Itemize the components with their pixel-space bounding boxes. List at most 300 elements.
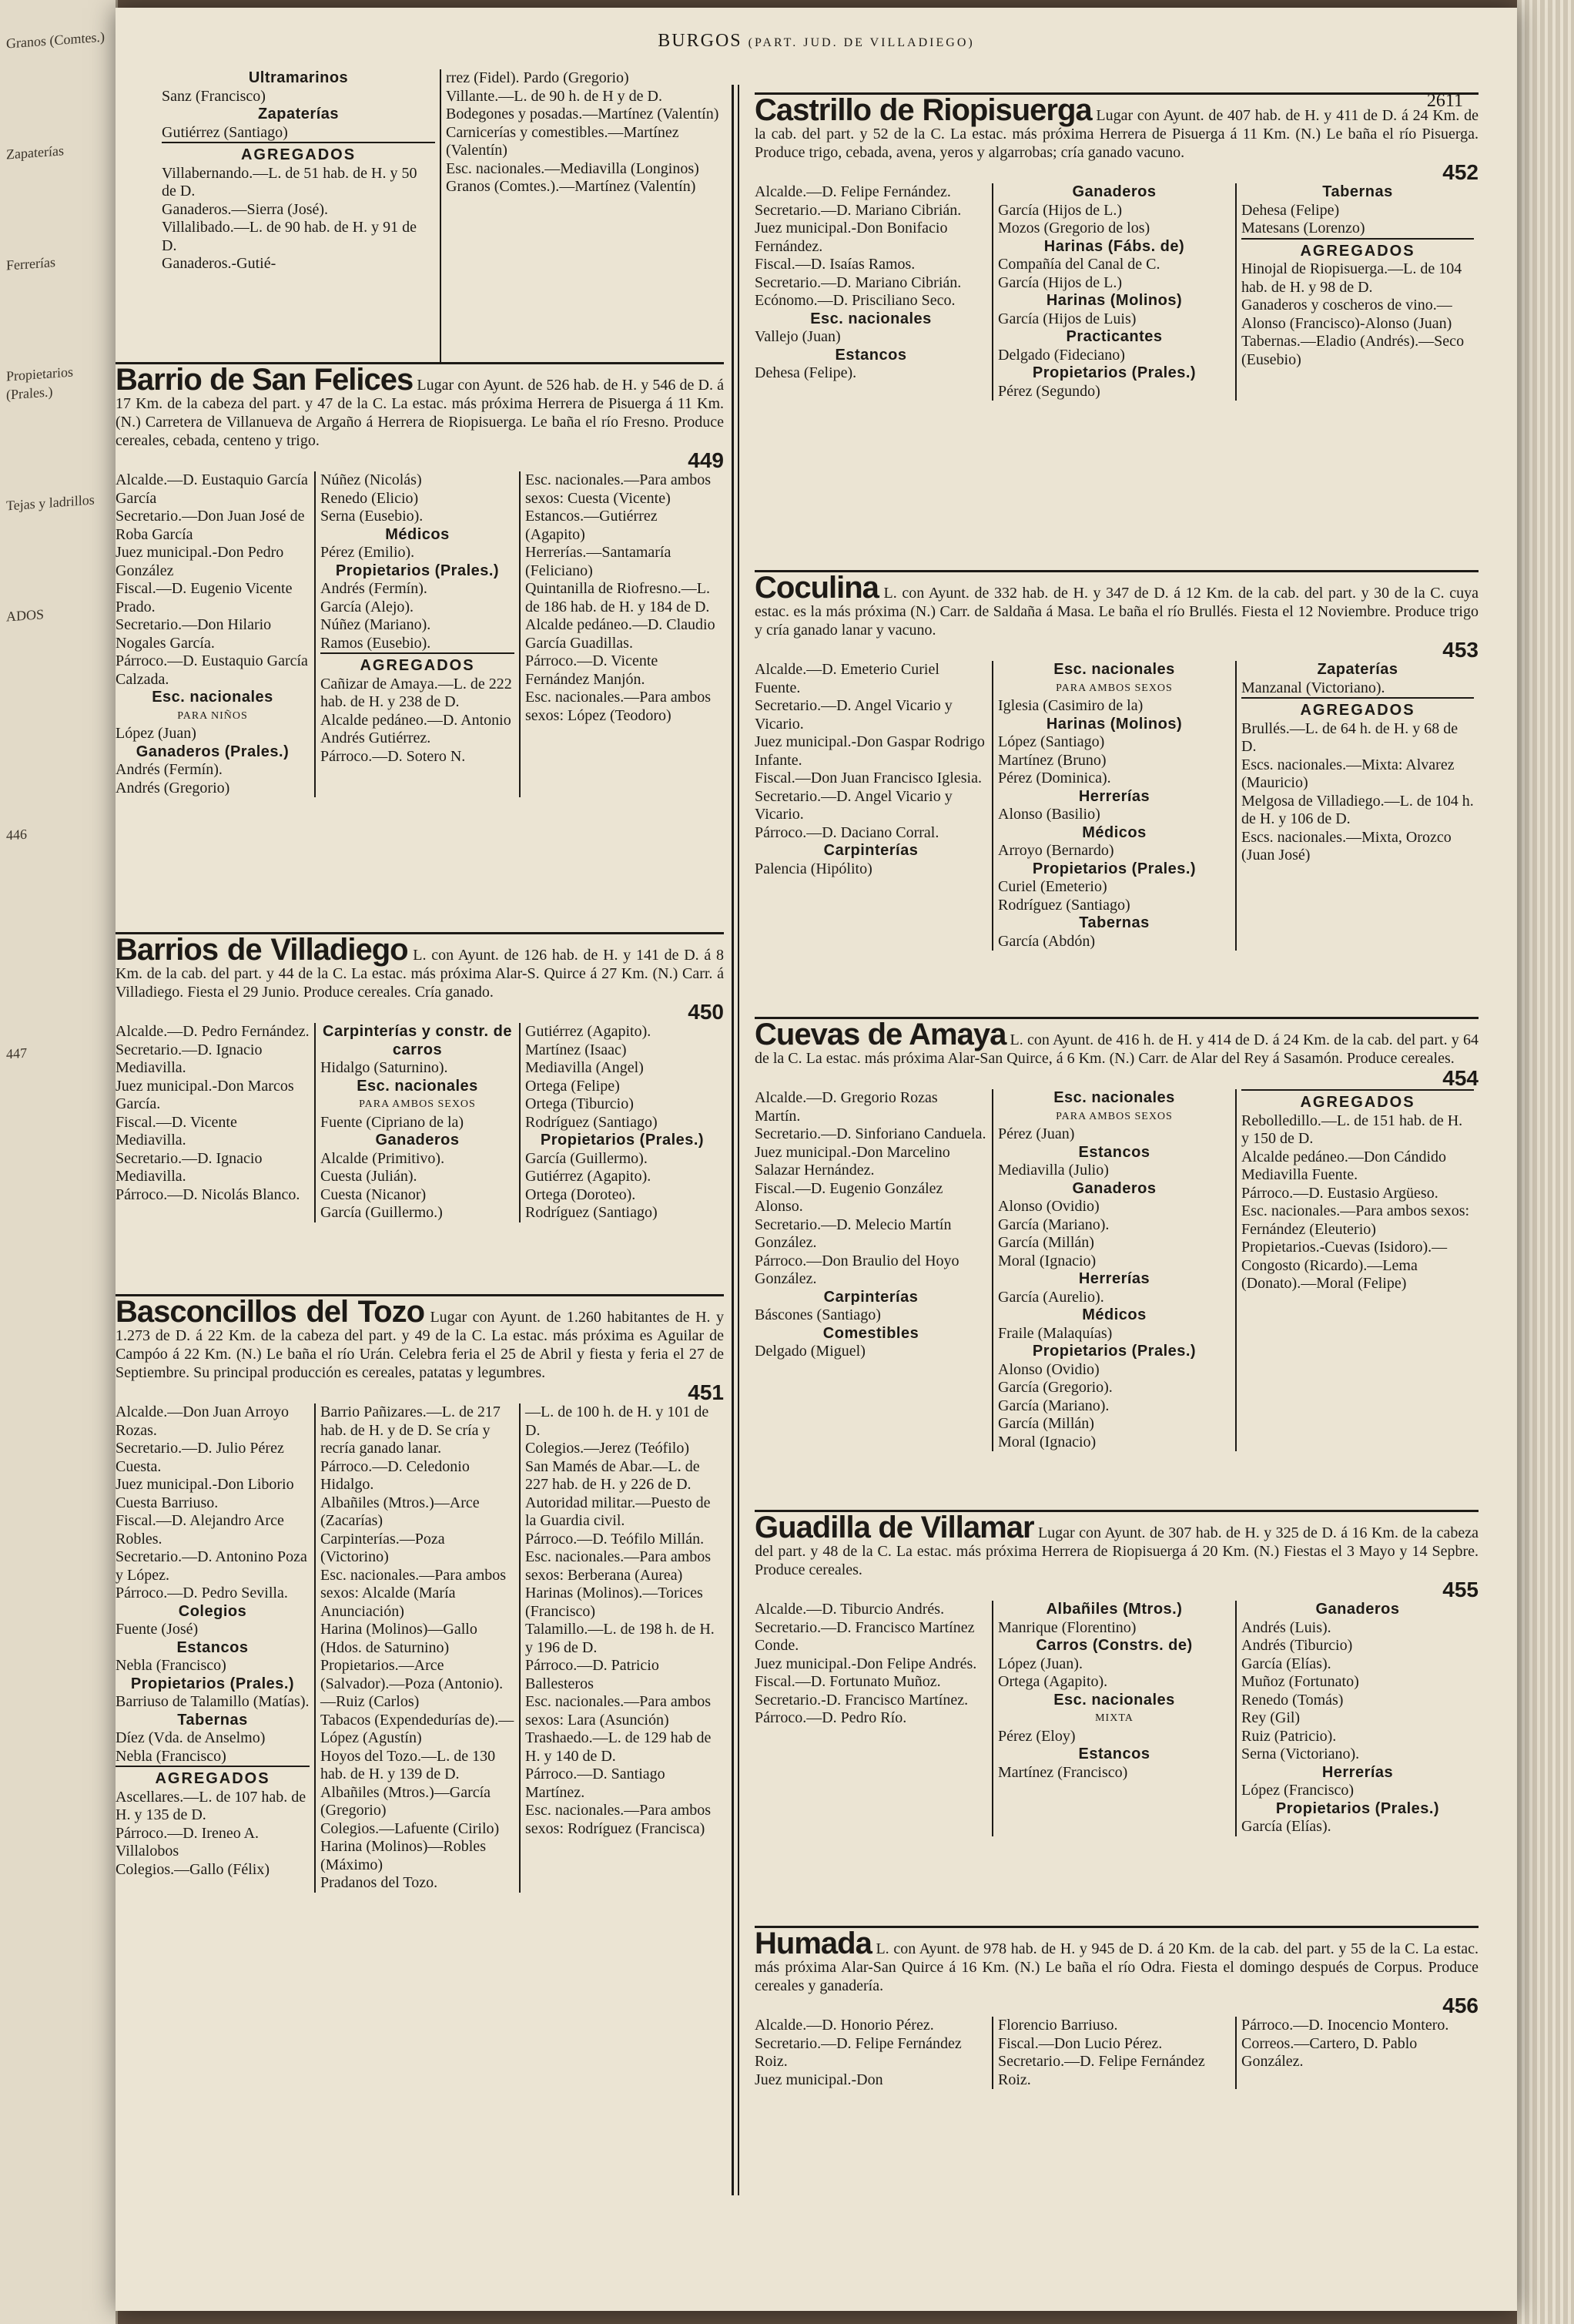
directory-line: Gutiérrez (Santiago) (162, 123, 288, 141)
entry-title: Coculina (755, 571, 879, 605)
entry-subcolumn (755, 1089, 992, 1451)
directory-line: Bodegones y posadas.—Martínez (Valentín) (446, 106, 719, 122)
district-subtitle: (PART. JUD. DE VILLADIEGO) (748, 36, 975, 49)
entry-number: 455 (1442, 1578, 1479, 1601)
directory-line: Renedo (Tomás) (1241, 1691, 1344, 1709)
section-heading: Médicos (1082, 1306, 1147, 1323)
directory-line: Rodríguez (Santiago) (998, 896, 1130, 914)
entry-subcolumn (992, 661, 1235, 951)
entry-subcolumn (519, 471, 724, 797)
directory-line: Gutiérrez (Agapito). (525, 1168, 651, 1185)
directory-line: Escs. nacionales.—Mixta, Orozco (Juan José) (1241, 828, 1452, 864)
column-rule (732, 85, 734, 2195)
directory-line: Alcalde.—D. Tiburcio Andrés. (755, 1601, 945, 1618)
directory-line: Mediavilla (Julio) (998, 1162, 1109, 1179)
directory-line: Secretario.—Don Hilario Nogales García. (116, 616, 272, 652)
directory-line: Secretario.—D. Ignacio Mediavilla. (116, 1041, 263, 1076)
directory-line: Secretario.—D. Julio Pérez Cuesta. (116, 1440, 284, 1475)
previous-page-fragments (6, 27, 106, 1263)
directory-line: Núñez (Nicolás) (320, 471, 422, 488)
directory-line: Carpinterías.—Poza (Victorino) (320, 1530, 445, 1565)
directory-line: Cañizar de Amaya.—L. de 222 hab. de H. y 238 de D. (320, 675, 512, 710)
directory-line: Esc. nacionales.—Para ambos sexos: Fernández (Eleuterio) (1241, 1202, 1470, 1238)
directory-line: Fiscal.—D. Alejandro Arce Robles. (116, 1512, 284, 1548)
directory-line: Martínez (Isaac) (525, 1041, 627, 1058)
entry-number: 449 (688, 448, 724, 472)
directory-line: Párroco.—D. Teófilo Millán. (525, 1530, 705, 1548)
directory-line: Pérez (Eloy) (998, 1727, 1076, 1745)
directory-line: Juez municipal.-Don Liborio Cuesta Barriuso. (116, 1476, 294, 1511)
entry-subcolumn (1235, 183, 1479, 401)
directory-line: Párroco.—D. Vicente Fernández Manjón. (525, 652, 658, 688)
section-heading: Esc. nacionales (1053, 1691, 1175, 1709)
entry-subcolumn (755, 661, 992, 951)
directory-line: Rey (Gil) (1241, 1709, 1301, 1726)
agregados-heading: AGREGADOS (1241, 238, 1474, 261)
directory-line: Mozos (Gregorio de los) (998, 220, 1150, 236)
directory-line: Alcalde pedáneo.—D. Claudio García Guadillas. (525, 616, 715, 652)
top-left-block (116, 69, 724, 362)
entry-title: Barrios de Villadiego (116, 933, 408, 967)
directory-line: Andrés (Gregorio) (116, 779, 230, 796)
section-heading: Ganaderos (375, 1132, 460, 1149)
entry-barrio-san-felices (116, 362, 724, 932)
section-heading: Harinas (Molinos) (1046, 715, 1183, 733)
section-heading: Propietarios (Prales.) (130, 1675, 295, 1692)
directory-line: Ortega (Tiburcio) (525, 1095, 634, 1112)
directory-line: Brullés.—L. de 64 h. de H. y 68 de D. (1241, 719, 1458, 755)
right-column (755, 92, 1479, 2311)
directory-line: Fiscal.—D. Isaías Ramos. (755, 256, 916, 273)
directory-line: Alcalde.—D. Pedro Fernández. (116, 1023, 310, 1040)
page-number: 2611 (1426, 91, 1463, 111)
entry-description: Lugar con Ayunt. de 1.260 habitantes de H. y 1.273 de D. á 22 Km. de la cabeza del part. y 49 de la C. La estac. más próxima es Aguilar de Campóo á 22 Km. (N.) Le baña el río Urán. Celebra feria el 25 de Abril y fiesta y feria el 27 de Septiembre. Su principal producción es cereales, patatas y legumbres. (116, 1309, 724, 1381)
section-heading: Propietarios (Prales.) (1032, 1343, 1197, 1360)
directory-line: Barriuso de Talamillo (Matías). (116, 1693, 310, 1710)
directory-line: Florencio Barriuso. (998, 2017, 1118, 2034)
entry-description: Lugar con Ayunt. de 526 hab. de H. y 546 de D. á 17 Km. de la cabeza del part. y 47 de la C. La estac. más próxima Herrera de Pisuerga á 11 Km. (N.) Carretera de Villanueva de Argaño á Herrera de Riopisuerga. Le baña el río Fresno. Produce cereales, cebada, centeno y trigo. (116, 377, 724, 449)
section-heading: Estancos (835, 346, 907, 364)
entry-title: Guadilla de Villamar (755, 1511, 1034, 1544)
entry-columns (116, 471, 724, 797)
directory-line: Secretario.—D. Mariano Cibrián. (755, 201, 962, 219)
directory-line: Andrés (Fermín). (320, 580, 427, 597)
directory-line: Juez municipal.-Don Marcos García. (116, 1077, 294, 1112)
section-heading: Médicos (1082, 823, 1147, 841)
directory-line: Albañiles (Mtros.)—Arce (Zacarías) (320, 1494, 480, 1529)
directory-line: Villabernando.—L. de 51 hab. de H. y 50 de D. (162, 164, 417, 200)
directory-line: García (Millán) (998, 1415, 1094, 1432)
left-column (116, 69, 724, 2295)
directory-line: rrez (Fidel). Pardo (Gregorio) (446, 69, 629, 86)
entry-subcolumn (519, 1023, 724, 1222)
directory-line: García (Hijos de L.) (998, 201, 1123, 219)
directory-line: García (Elías). (1241, 1818, 1331, 1835)
directory-line: Andrés (Fermín). (116, 761, 223, 778)
entry-humada (755, 1926, 1479, 2180)
section-heading: Herrerías (1321, 1763, 1394, 1781)
entry-columns (755, 1089, 1479, 1451)
directory-line: López (Francisco) (1241, 1782, 1355, 1799)
directory-line: Secretario.—Don Juan José de Roba García (116, 508, 305, 543)
directory-line: Escs. nacionales.—Mixta: Alvarez (Mauricio) (1241, 756, 1455, 791)
section-subheading: MIXTA (1095, 1712, 1134, 1724)
entry-columns (116, 1403, 724, 1893)
directory-line: López (Juan). (998, 1655, 1083, 1672)
directory-line: Pradanos del Tozo. (320, 1874, 438, 1891)
entry-description: L. con Ayunt. de 978 hab. de H. y 945 de D. á 20 Km. de la cab. del part. y 55 de la C. La estac. más próxima Alar-San Quirce á 16 Km. (N.) Le baña el río Odra. Fiesta el domingo después de Corpus. Produce cereales y ganadería. (755, 1940, 1479, 1994)
directory-line: Fiscal.—Don Lucio Pérez. (998, 2034, 1163, 2052)
directory-line: Sanz (Francisco) (162, 87, 266, 105)
directory-line: Mediavilla (Angel) (525, 1059, 644, 1076)
directory-line: Juez municipal.-Don Marcelino Salazar Hernández. (755, 1143, 950, 1179)
entry-title: Basconcillos del Tozo (116, 1295, 425, 1329)
directory-line: García (Millán) (998, 1234, 1094, 1251)
section-subheading: PARA AMBOS SEXOS (1056, 682, 1173, 694)
entry-subcolumn (314, 1023, 519, 1222)
directory-line: Párroco.—D. Santiago Martínez. (525, 1766, 665, 1801)
directory-line: Fraile (Malaquías) (998, 1324, 1113, 1342)
section-heading: Ganaderos (Prales.) (136, 743, 290, 760)
directory-line: San Mamés de Abar.—L. de 227 hab. de H. y 226 de D. (525, 1457, 700, 1493)
directory-line: Báscones (Santiago) (755, 1306, 881, 1323)
entry-subcolumn (992, 1089, 1235, 1451)
entry-intro (755, 1018, 1479, 1068)
entry-cuevas (755, 1017, 1479, 1510)
previous-page-line: ADOS (6, 606, 45, 625)
section-heading: Estancos (176, 1638, 249, 1656)
directory-line: Pérez (Segundo) (998, 382, 1100, 400)
previous-page-line: 446 (6, 826, 27, 843)
agregados-heading: AGREGADOS (1241, 1089, 1474, 1112)
directory-line: Rebolledillo.—L. de 151 hab. de H. y 150 de D. (1241, 1112, 1463, 1147)
entry-title: Cuevas de Amaya (755, 1018, 1006, 1051)
previous-page-line: Zapaterías (6, 143, 64, 163)
entry-intro (755, 1927, 1479, 1995)
directory-line: Trashaedo.—L. de 129 hab de H. y 140 de D. (525, 1729, 712, 1765)
directory-line: Juez municipal.-Don (755, 2071, 883, 2088)
directory-line: Alcalde (Primitivo). (320, 1149, 445, 1167)
section-subheading: PARA AMBOS SEXOS (1056, 1110, 1173, 1122)
directory-line: Párroco.—D. Patricio Ballesteros (525, 1657, 659, 1692)
directory-line: Ascellares.—L. de 107 hab. de H. y 135 de D. (116, 1788, 306, 1823)
section-heading: Tabernas (1322, 183, 1393, 200)
entry-description: L. con Ayunt. de 126 hab. de H. y 141 de D. á 8 Km. de la cab. del part. y 44 de la C. La estac. más próxima Alar-S. Quirce á 27 Km. (N.) Carr. á Villadiego. Fiesta el 29 Junio. Produce cereales. Cría ganado. (116, 947, 724, 1001)
entry-barrios-villadiego (116, 932, 724, 1294)
entry-guadilla (755, 1510, 1479, 1926)
directory-line: Rodríguez (Santiago) (525, 1113, 658, 1131)
directory-line: Harina (Molinos)—Robles (Máximo) (320, 1838, 486, 1873)
directory-line: Colegios.—Gallo (Félix) (116, 1860, 270, 1878)
entry-intro (755, 1511, 1479, 1579)
directory-line: Andrés (Tiburcio) (1241, 1637, 1353, 1654)
directory-line: Ruiz (Patricio). (1241, 1727, 1337, 1745)
directory-line: Juez municipal.-Don Felipe Andrés. (755, 1655, 977, 1672)
directory-line: Secretario.-D. Francisco Martínez. (755, 1691, 969, 1709)
directory-line: Cuesta (Julián). (320, 1168, 417, 1185)
directory-line: Autoridad militar.—Puesto de la Guardia civil. (525, 1494, 711, 1529)
entry-intro (755, 571, 1479, 639)
entry-subcolumn (755, 183, 992, 401)
entry-basconcillos (116, 1294, 724, 2288)
previous-page-line: Granos (Comtes.) (6, 29, 105, 52)
column-rule-double (738, 85, 739, 2195)
directory-line: Propietarios.—Arce (Salvador).—Poza (Antonio).—Ruiz (Carlos) (320, 1657, 504, 1710)
directory-line: Fiscal.—Don Juan Francisco Iglesia. (755, 770, 982, 786)
directory-line: Dehesa (Felipe). (755, 364, 857, 381)
section-heading: Propietarios (Prales.) (1032, 364, 1197, 381)
agregados-heading: AGREGADOS (116, 1766, 310, 1789)
directory-line: Villalibado.—L. de 90 hab. de H. y 91 de D. (162, 219, 417, 254)
entry-columns (755, 2017, 1479, 2089)
directory-line: Alcalde.—D. Eustaquio García García (116, 471, 308, 507)
directory-line: García (Guillermo). (525, 1149, 648, 1167)
directory-line: Iglesia (Casimiro de la) (998, 697, 1144, 714)
directory-line: Martínez (Francisco) (998, 1763, 1128, 1781)
entry-subcolumn (116, 1403, 314, 1893)
directory-line: Alonso (Ovidio) (998, 1360, 1100, 1378)
directory-line: Andrés (Luis). (1241, 1618, 1331, 1636)
section-heading: Esc. nacionales (1053, 1089, 1175, 1106)
directory-line: Hidalgo (Saturnino). (320, 1059, 448, 1076)
section-heading: Herrerías (1078, 1270, 1150, 1287)
directory-line: Matesans (Lorenzo) (1241, 220, 1365, 236)
entry-description: Lugar con Ayunt. de 307 hab. de H. y 325 de D. á 16 Km. de la cabeza del part. y 48 de la C. La estac. más próxima Herrera de Riopisuerga á 20 Km. (N.) Fiestas el 3 Mayo y 14 Sepbre. Produce cereales. (755, 1524, 1479, 1578)
directory-line: Serna (Victoriano). (1241, 1746, 1360, 1762)
directory-line: Colegios.—Jerez (Teófilo) (525, 1440, 689, 1457)
entry-number: 456 (1442, 1994, 1479, 2017)
entry-subcolumn (314, 471, 519, 797)
directory-line: —L. de 100 h. de H. y 101 de D. (525, 1403, 709, 1439)
directory-line: Delgado (Miguel) (755, 1343, 866, 1360)
directory-line: López (Juan) (116, 725, 196, 742)
section-heading: Carros (Constrs. de) (1036, 1637, 1193, 1654)
entry-subcolumn (519, 1403, 724, 1893)
entry-title: Barrio de San Felices (116, 363, 414, 397)
section-heading: Tabernas (177, 1711, 248, 1729)
section-heading: Ultramarinos (248, 69, 349, 86)
section-heading: Ganaderos (1315, 1601, 1400, 1618)
directory-line: Ganaderos.—Sierra (José). (162, 200, 329, 218)
directory-line: Alcalde.—D. Honorio Pérez. (755, 2017, 934, 2034)
entry-subcolumn (1235, 1601, 1479, 1836)
entry-columns (755, 183, 1479, 401)
directory-line: Compañía del Canal de C. (998, 256, 1160, 273)
entry-subcolumn (116, 471, 314, 797)
directory-line: Alcalde pedáneo.—Don Cándido Mediavilla Fuente. (1241, 1148, 1447, 1183)
entry-subcolumn (1235, 1089, 1479, 1451)
directory-line: Ortega (Felipe) (525, 1077, 620, 1095)
directory-line: Pérez (Juan) (998, 1125, 1075, 1142)
directory-line: Alcalde.—Don Juan Arroyo Rozas. (116, 1403, 289, 1439)
directory-line: Alcalde.—D. Emeterio Curiel Fuente. (755, 661, 939, 696)
running-header (116, 31, 1517, 52)
directory-line: Párroco.—D. Ireneo A. Villalobos (116, 1824, 260, 1860)
directory-line: Herrerías.—Santamaría (Feliciano) (525, 544, 671, 579)
entry-number: 454 (1442, 1066, 1479, 1090)
directory-line: Renedo (Elicio) (320, 489, 419, 507)
directory-line: Barrio Pañizares.—L. de 217 hab. de H. y de D. Se cría y recría ganado lanar. (320, 1403, 501, 1457)
directory-line: García (Mariano). (998, 1216, 1110, 1233)
previous-page-edge (0, 0, 118, 2324)
entry-subcolumn (755, 2017, 992, 2089)
entry-intro (116, 933, 724, 1001)
directory-line: García (Aurelio). (998, 1288, 1104, 1306)
directory-page (116, 8, 1517, 2311)
directory-line: Pérez (Dominica). (998, 770, 1111, 786)
directory-line: Secretario.—D. Angel Vicario y Vicario. (755, 787, 953, 823)
directory-line: Martínez (Bruno) (998, 751, 1107, 769)
section-subheading: PARA NIÑOS (177, 709, 248, 722)
directory-line: Hoyos del Tozo.—L. de 130 hab. de H. y 139 de D. (320, 1747, 496, 1782)
directory-line: Correos.—Cartero, D. Pablo González. (1241, 2034, 1418, 2070)
entry-subcolumn (1235, 661, 1479, 951)
directory-line: Fiscal.—D. Vicente Mediavilla. (116, 1113, 237, 1149)
directory-line: Nebla (Francisco) (116, 1657, 226, 1674)
directory-line: Párroco.—D. Eustasio Argüeso. (1241, 1184, 1438, 1202)
directory-line: Párroco.—D. Inocencio Montero. (1241, 2017, 1449, 2034)
entry-coculina (755, 570, 1479, 1017)
agregados-heading: AGREGADOS (162, 142, 435, 165)
directory-line: Tabacos (Expendedurías de).—López (Agustín) (320, 1711, 514, 1746)
section-heading: Propietarios (Prales.) (1275, 1799, 1440, 1817)
directory-line: Gutiérrez (Agapito). (525, 1023, 651, 1040)
directory-line: Muñoz (Fortunato) (1241, 1673, 1359, 1690)
directory-line: Delgado (Fideciano) (998, 346, 1125, 364)
page-stack-edge (1517, 0, 1574, 2324)
directory-line: Párroco.—D. Eustaquio García Calzada. (116, 652, 308, 688)
directory-line: Curiel (Emeterio) (998, 878, 1107, 895)
directory-line: Párroco.—Don Braulio del Hoyo González. (755, 1252, 959, 1287)
previous-page-line: Propietarios (Prales.) (6, 364, 77, 403)
directory-line: Párroco.—D. Pedro Sevilla. (116, 1585, 288, 1601)
directory-line: Esc. nacionales.—Para ambos sexos: López (Teodoro) (525, 689, 712, 724)
directory-line: Secretario.—D. Mariano Cibrián. (755, 273, 962, 291)
previous-page-line: Ferrerías (6, 254, 55, 273)
entry-description: L. con Ayunt. de 416 h. de H. y 414 de D. á 24 Km. de la cab. del part. y 64 de la C. La estac. más próxima Alar-San Quirce, á 6 Km. (N.) Carr. de Alar del Rey á Sasamón. Produce cereales. (755, 1031, 1479, 1067)
directory-line: García (Guillermo.) (320, 1204, 443, 1221)
previous-page-line: 447 (6, 1045, 27, 1062)
directory-line: Alonso (Ovidio) (998, 1198, 1100, 1215)
directory-line: Dehesa (Felipe) (1241, 201, 1340, 219)
directory-line: Esc. nacionales.—Mediavilla (Longinos) (446, 159, 699, 177)
entry-intro (116, 363, 724, 450)
entry-intro (755, 93, 1479, 162)
directory-line: Granos (Comtes.).—Martínez (Valentín) (446, 178, 696, 195)
directory-line: Manzanal (Victoriano). (1241, 679, 1385, 696)
directory-line: Hinojal de Riopisuerga.—L. de 104 hab. de H. y 98 de D. (1241, 260, 1462, 296)
directory-line: Párroco.—D. Pedro Río. (755, 1709, 907, 1726)
entry-columns (755, 1601, 1479, 1836)
directory-line: Ortega (Agapito). (998, 1673, 1108, 1690)
directory-line: Párroco.—D. Sotero N. (320, 747, 466, 765)
directory-line: Esc. nacionales.—Para ambos sexos: Lara (Asunción) (525, 1693, 712, 1729)
section-heading: Estancos (1078, 1746, 1150, 1762)
entry-columns (755, 661, 1479, 951)
directory-line: Secretario.—D. Ignacio Mediavilla. (116, 1149, 263, 1185)
directory-line: Quintanilla de Riofresno.—L. de 186 hab. de H. y 184 de D. (525, 580, 710, 615)
agregados-heading: AGREGADOS (1241, 697, 1474, 720)
directory-line: Nebla (Francisco) (116, 1747, 226, 1765)
previous-page-line: Tejas y ladrillos (6, 491, 95, 514)
directory-line: García (Elías). (1241, 1655, 1331, 1672)
directory-line: Villante.—L. de 90 h. de H y de D. (446, 87, 662, 105)
entry-subcolumn (992, 1601, 1235, 1836)
directory-line: Albañiles (Mtros.)—García (Gregorio) (320, 1783, 491, 1819)
section-heading: Harinas (Fábs. de) (1043, 237, 1185, 255)
directory-line: Secretario.—D. Francisco Martínez Conde. (755, 1618, 975, 1654)
directory-line: Juez municipal.-Don Gaspar Rodrigo Infante. (755, 733, 985, 769)
directory-line: Núñez (Mariano). (320, 616, 431, 633)
entry-description: L. con Ayunt. de 332 hab. de H. y 347 de D. á 12 Km. de la cab. del part. y 30 de la C. cuya estac. es la más próxima (N.) Carr. de Saldaña á Masa. Le baña el río Brullés. Fiesta el 12 Noviembre. Produce trigo y cría ganado lanar y vacuno. (755, 585, 1479, 639)
directory-line: García (Alejo). (320, 598, 414, 615)
province-title: BURGOS (658, 31, 742, 51)
section-heading: Ganaderos (1072, 1179, 1157, 1197)
directory-line: Fiscal.—D. Eugenio Vicente Prado. (116, 580, 293, 615)
directory-line: Moral (Ignacio) (998, 1433, 1097, 1450)
entry-description: Lugar con Ayunt. de 407 hab. de H. y 411 de D. á 24 Km. de la cab. del part. y 52 de la C. La estac. más próxima Herrera de Pisuerga á 11 Km. (N.) Le baña el río Pisuerga. Produce trigo, cebada, avena, yeros y algarrobas; cría ganado vacuno. (755, 107, 1479, 161)
directory-line: Melgosa de Villadiego.—L. de 104 h. de H. y 106 de D. (1241, 792, 1474, 827)
directory-line: Harina (Molinos)—Gallo (Hdos. de Saturnino) (320, 1621, 477, 1656)
directory-line: Párroco.—D. Daciano Corral. (755, 823, 939, 841)
entry-number: 450 (688, 1000, 724, 1024)
entry-intro (116, 1295, 724, 1382)
directory-line: Párroco.—D. Celedonio Hidalgo. (320, 1457, 470, 1493)
directory-line: Serna (Eusebio). (320, 508, 424, 525)
directory-line: Ganaderos.-Gutié- (162, 255, 276, 272)
agregados-heading: AGREGADOS (320, 652, 514, 676)
directory-line: Vallejo (Juan) (755, 328, 841, 345)
directory-line: Fuente (Cipriano de la) (320, 1113, 464, 1131)
top-left-col-1 (162, 69, 440, 362)
section-heading: Herrerías (1078, 787, 1150, 805)
directory-line: Fuente (José) (116, 1621, 199, 1638)
directory-line: Alonso (Basilio) (998, 806, 1100, 823)
directory-line: García (Gregorio). (998, 1379, 1113, 1396)
entry-subcolumn (992, 183, 1235, 401)
directory-line: Arroyo (Bernardo) (998, 842, 1114, 859)
directory-line: Secretario.—D. Felipe Fernández Roiz. (998, 2053, 1205, 2088)
directory-line: Ramos (Eusebio). (320, 634, 431, 652)
directory-line: Colegios.—Lafuente (Cirilo) (320, 1819, 500, 1837)
section-heading: Propietarios (Prales.) (335, 562, 500, 579)
directory-line: García (Hijos de Luis) (998, 310, 1137, 327)
section-heading: Ganaderos (1072, 183, 1157, 200)
directory-line: Ecónomo.—D. Prisciliano Seco. (755, 292, 956, 309)
section-heading: Zapaterías (257, 106, 340, 122)
section-heading: Tabernas (1079, 914, 1150, 931)
directory-line: Fiscal.—D. Fortunato Muñoz. (755, 1673, 941, 1690)
directory-line: Secretario.—D. Felipe Fernández Roiz. (755, 2034, 962, 2070)
directory-line: Párroco.—D. Nicolás Blanco. (116, 1185, 300, 1203)
directory-line: Fiscal.—D. Eugenio González Alonso. (755, 1179, 943, 1215)
section-heading: Comestibles (822, 1324, 919, 1342)
directory-line: Esc. nacionales.—Para ambos sexos: Alcalde (María Anunciación) (320, 1566, 507, 1620)
entry-number: 451 (688, 1380, 724, 1404)
directory-line: Secretario.—D. Angel Vicario y Vicario. (755, 697, 953, 733)
entry-title: Humada (755, 1927, 872, 1960)
directory-line: Tabernas.—Eladio (Andrés).—Seco (Eusebio) (1241, 333, 1465, 368)
directory-line: Manrique (Florentino) (998, 1618, 1137, 1636)
section-heading: Esc. nacionales (357, 1077, 478, 1095)
section-heading: Practicantes (1066, 328, 1163, 345)
section-heading: Colegios (178, 1602, 247, 1620)
section-heading: Harinas (Molinos) (1046, 292, 1183, 309)
directory-line: Rodríguez (Santiago) (525, 1204, 658, 1221)
section-heading: Esc. nacionales (810, 310, 932, 327)
directory-line: Secretario.—D. Antonino Poza y López. (116, 1548, 307, 1584)
section-subheading: PARA AMBOS SEXOS (359, 1098, 476, 1110)
